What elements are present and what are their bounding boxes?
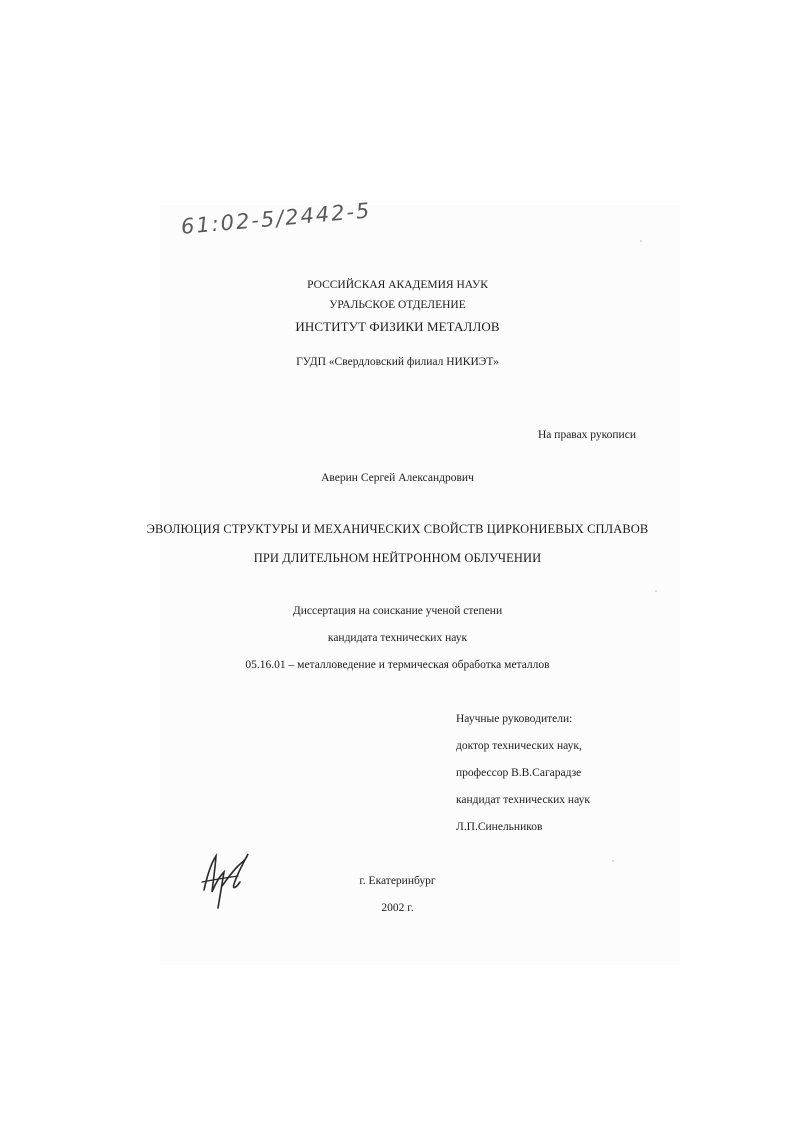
institute-name: ИНСТИТУТ ФИЗИКИ МЕТАЛЛОВ (295, 319, 500, 334)
specialty-line: 05.16.01 – металловедение и термическая обработка металлов (245, 659, 550, 671)
city: г. Екатеринбург (359, 875, 436, 887)
degree-line-2: кандидата технических наук (327, 632, 468, 644)
scan-speck (640, 240, 642, 242)
academy-name: РОССИЙСКАЯ АКАДЕМИЯ НАУК (307, 279, 488, 291)
handwritten-signature (198, 842, 256, 914)
supervisor-line: кандидат технических наук (456, 794, 590, 806)
supervisor-line: профессор В.В.Сагарадзе (456, 767, 582, 779)
dissertation-title-line-1: ЭВОЛЮЦИЯ СТРУКТУРЫ И МЕХАНИЧЕСКИХ СВОЙСТВ ЦИРКОНИЕВЫХ СПЛАВОВ (146, 522, 649, 536)
supervisor-line: доктор технических наук, (456, 740, 582, 752)
supervisor-line: Л.П.Синельников (456, 821, 543, 833)
author-name: Аверин Сергей Александрович (321, 472, 474, 484)
affiliate-name: ГУДП «Свердловский филиал НИКИЭТ» (296, 356, 499, 368)
handwritten-archive-code: 61:02-5/2442-5 (180, 198, 373, 239)
degree-line-1: Диссертация на соискание ученой степени (292, 605, 503, 617)
year: 2002 г. (381, 902, 414, 914)
scan-speck (612, 860, 614, 862)
supervisors-heading: Научные руководители: (456, 713, 573, 725)
dissertation-title-line-2: ПРИ ДЛИТЕЛЬНОМ НЕЙТРОННОМ ОБЛУЧЕНИИ (253, 551, 542, 565)
scan-speck (655, 590, 657, 592)
branch-name: УРАЛЬСКОЕ ОТДЕЛЕНИЕ (329, 299, 466, 311)
manuscript-note: На правах рукописи (538, 429, 636, 441)
